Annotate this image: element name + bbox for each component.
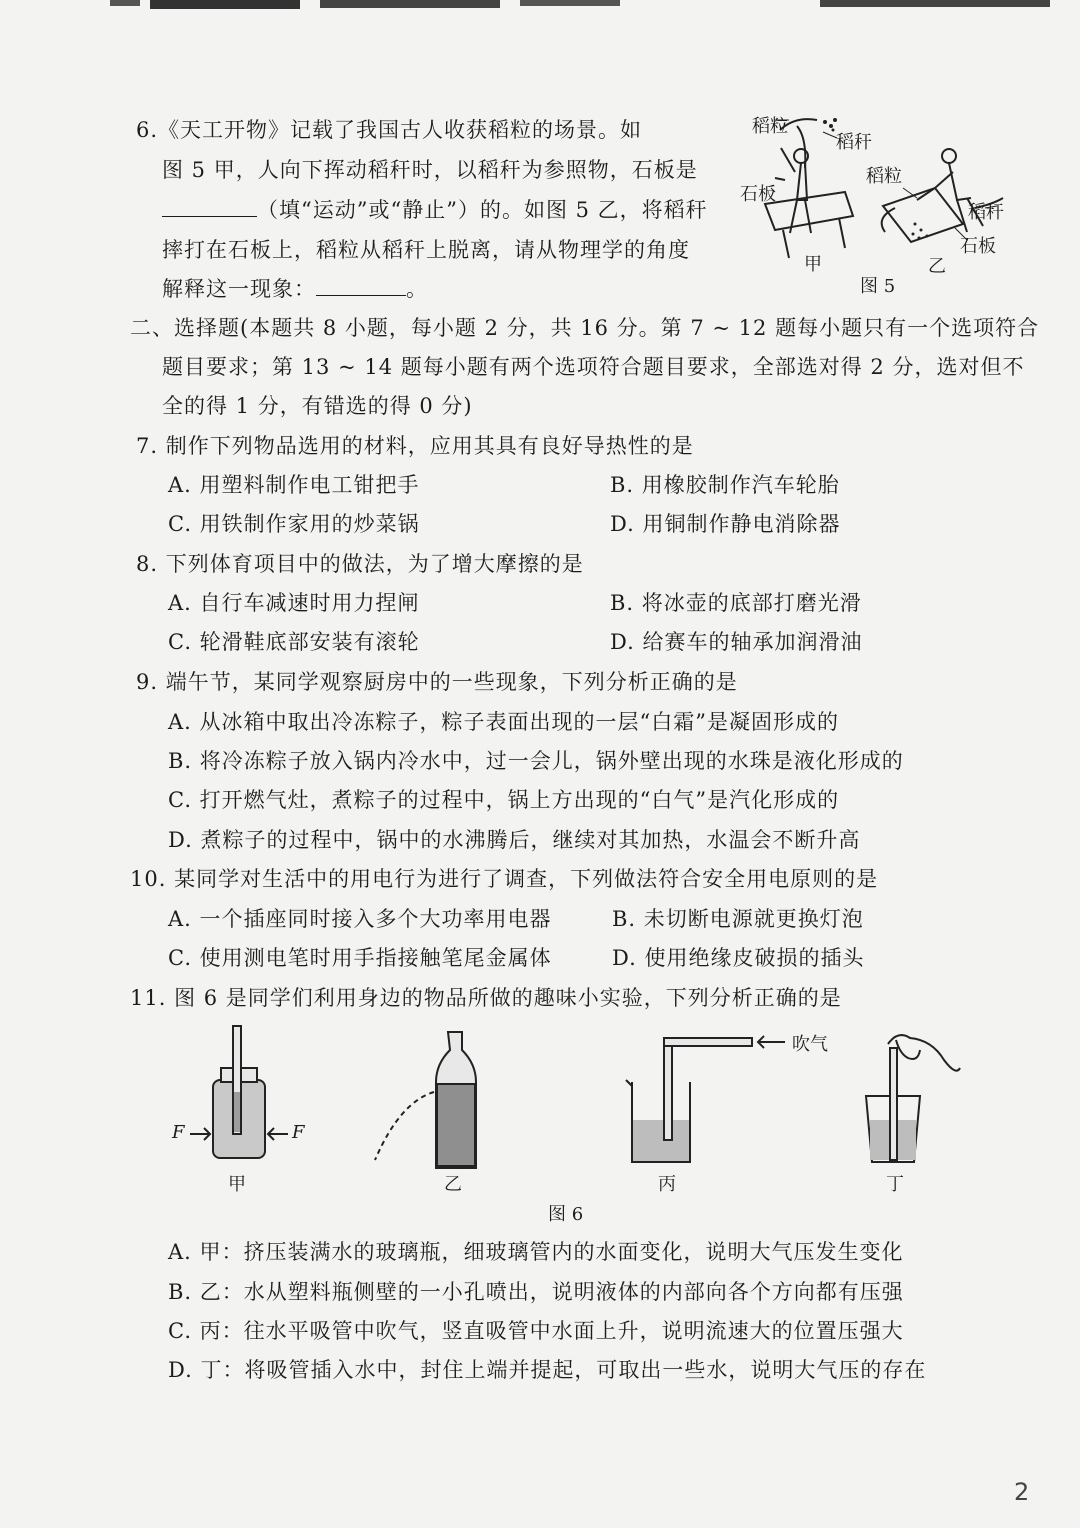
answer-blank[interactable]	[162, 196, 257, 217]
q11-option-d[interactable]: D. 丁：将吸管插入水中，封住上端并提起，可取出一些水，说明大气压的存在	[168, 1358, 927, 1382]
scan-edge-strip	[0, 0, 1080, 14]
q10-option-d[interactable]: D. 使用绝缘皮破损的插头	[612, 946, 865, 970]
q8-stem: 8. 下列体育项目中的做法，为了增大摩擦的是	[136, 552, 584, 576]
q9-stem: 9. 端午节，某同学观察厨房中的一些现象，下列分析正确的是	[136, 670, 738, 694]
q9-option-c[interactable]: C. 打开燃气灶，煮粽子的过程中，锅上方出现的“白气”是汽化形成的	[168, 788, 840, 812]
q10-option-c[interactable]: C. 使用测电笔时用手指接触笔尾金属体	[168, 946, 552, 970]
answer-blank[interactable]	[316, 275, 406, 296]
q9-option-d[interactable]: D. 煮粽子的过程中，锅中的水沸腾后，继续对其加热，水温会不断升高	[168, 828, 861, 852]
q6-line-4: 摔打在石板上，稻粒从稻秆上脱离，请从物理学的角度	[162, 238, 690, 262]
force-label-left: F	[172, 1122, 185, 1143]
fig5-caption: 图 5	[860, 276, 896, 297]
fig5-label-daogan-a: 稻秆	[836, 132, 872, 153]
q6-line-5-end: 。	[406, 277, 428, 301]
force-label-right: F	[292, 1122, 305, 1143]
q6-line-5-text: 解释这一现象：	[162, 277, 316, 301]
blow-label: 吹气	[792, 1034, 828, 1055]
q7-option-a[interactable]: A. 用塑料制作电工钳把手	[168, 473, 420, 497]
q6-line-5	[162, 275, 428, 303]
section2-line-1: 二、选择题(本题共 8 小题，每小题 2 分，共 16 分。第 7 ~ 12 题每小题只有一个选项符合	[130, 316, 1040, 340]
fig5-label-jia: 甲	[804, 254, 822, 275]
fig5-label-daoli-b: 稻粒	[866, 166, 902, 187]
q11-option-b[interactable]: B. 乙：水从塑料瓶侧壁的一小孔喷出，说明液体的内部向各个方向都有压强	[168, 1280, 904, 1304]
q6-line-3-text: （填“运动”或“静止”）的。如图 5 乙，将稻秆	[257, 198, 708, 222]
section2-line-2: 题目要求；第 13 ~ 14 题每小题有两个选项符合题目要求，全部选对得 2 分，选对但不	[162, 355, 1025, 379]
q10-option-a[interactable]: A. 一个插座同时接入多个大功率用电器	[168, 907, 552, 931]
q6-line-3	[162, 196, 708, 224]
q8-option-c[interactable]: C. 轮滑鞋底部安装有滚轮	[168, 630, 420, 654]
fig5-label-daoli-a: 稻粒	[752, 116, 788, 137]
fig6-label-yi: 乙	[444, 1174, 462, 1195]
fig5-label-yi: 乙	[928, 256, 946, 277]
page-number: 2	[1014, 1478, 1030, 1506]
q8-option-a[interactable]: A. 自行车减速时用力捏闸	[168, 591, 420, 615]
fig6-label-bing: 丙	[658, 1174, 676, 1195]
q11-option-a[interactable]: A. 甲：挤压装满水的玻璃瓶，细玻璃管内的水面变化，说明大气压发生变化	[168, 1240, 904, 1264]
q11-stem: 11. 图 6 是同学们利用身边的物品所做的趣味小实验，下列分析正确的是	[130, 986, 842, 1010]
fig5-label-shiban-b: 石板	[960, 236, 996, 257]
fig5-label-shiban-a: 石板	[740, 184, 776, 205]
q7-option-b[interactable]: B. 用橡胶制作汽车轮胎	[610, 473, 840, 497]
q7-stem: 7. 制作下列物品选用的材料，应用其具有良好导热性的是	[136, 434, 694, 458]
q10-stem: 10. 某同学对生活中的用电行为进行了调查，下列做法符合安全用电原则的是	[130, 867, 879, 891]
fig6-label-ding: 丁	[886, 1174, 904, 1195]
fig5-label-daogan-b: 稻秆	[968, 202, 1004, 223]
q8-option-d[interactable]: D. 给赛车的轴承加润滑油	[610, 630, 863, 654]
q9-option-a[interactable]: A. 从冰箱中取出冷冻粽子，粽子表面出现的一层“白霜”是凝固形成的	[168, 710, 839, 734]
q9-option-b[interactable]: B. 将冷冻粽子放入锅内冷水中，过一会儿，锅外壁出现的水珠是液化形成的	[168, 749, 904, 773]
q7-option-c[interactable]: C. 用铁制作家用的炒菜锅	[168, 512, 420, 536]
q11-option-c[interactable]: C. 丙：往水平吸管中吹气，竖直吸管中水面上升，说明流速大的位置压强大	[168, 1319, 904, 1343]
q6-line-1: 6.《天工开物》记载了我国古人收获稻粒的场景。如	[136, 118, 643, 142]
section2-line-3: 全的得 1 分，有错选的得 0 分)	[162, 394, 473, 418]
q10-option-b[interactable]: B. 未切断电源就更换灯泡	[612, 907, 864, 931]
fig6-label-jia: 甲	[228, 1174, 246, 1195]
figure-6-illustration	[160, 1020, 980, 1170]
fig6-caption: 图 6	[548, 1204, 584, 1225]
q7-option-d[interactable]: D. 用铜制作静电消除器	[610, 512, 841, 536]
q6-line-2: 图 5 甲，人向下挥动稻秆时，以稻秆为参照物，石板是	[162, 158, 698, 182]
q8-option-b[interactable]: B. 将冰壶的底部打磨光滑	[610, 591, 862, 615]
